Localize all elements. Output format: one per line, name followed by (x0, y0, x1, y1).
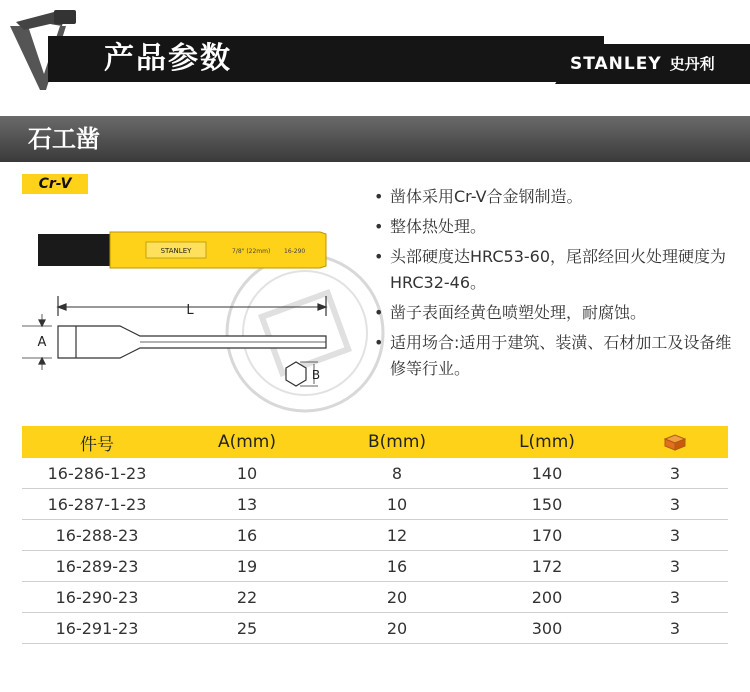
cell-b: 20 (322, 613, 472, 644)
cell-pack: 3 (622, 551, 728, 582)
chisel-imprint-number: 16-290 (284, 248, 306, 255)
cell-l: 172 (472, 551, 622, 582)
cell-l: 150 (472, 489, 622, 520)
column-header-b: B(mm) (322, 426, 472, 458)
feature-item: • 凿子表面经黄色喷塑处理，耐腐蚀。 (372, 300, 738, 326)
cell-l: 300 (472, 613, 622, 644)
section-band (0, 116, 750, 162)
material-badge: Cr-V (22, 174, 88, 194)
cell-a: 10 (172, 458, 322, 489)
table-row (22, 551, 728, 582)
cell-b: 12 (322, 520, 472, 551)
page-title: 产品参数 (104, 41, 232, 76)
feature-item: • 头部硬度达HRC53-60，尾部经回火处理硬度为HRC32-46。 (372, 244, 738, 296)
cell-a: 25 (172, 613, 322, 644)
cell-a: 13 (172, 489, 322, 520)
feature-list (372, 184, 738, 386)
cell-l: 140 (472, 458, 622, 489)
brand-name-cn: 史丹利 (669, 55, 715, 73)
table-row (22, 582, 728, 613)
feature-item: • 凿体采用Cr-V合金钢制造。 (372, 184, 738, 210)
cell-part-number: 16-286-1-23 (22, 458, 172, 489)
chisel-photo (38, 232, 326, 268)
cell-part-number: 16-289-23 (22, 551, 172, 582)
cell-b: 16 (322, 551, 472, 582)
table-header-row (22, 426, 728, 458)
dimension-label-a: A (37, 335, 47, 350)
dimension-label-b: B (311, 368, 321, 382)
chisel-imprint-brand: STANLEY (160, 247, 192, 255)
chisel-imprint-size: 7/8" (22mm) (232, 248, 271, 255)
cell-b: 10 (322, 489, 472, 520)
column-header-part-number: 件号 (22, 426, 172, 458)
brand-logo (570, 44, 715, 84)
table-row (22, 520, 728, 551)
cell-part-number: 16-287-1-23 (22, 489, 172, 520)
cell-l: 170 (472, 520, 622, 551)
top-header (0, 0, 750, 92)
cell-b: 20 (322, 582, 472, 613)
cell-a: 19 (172, 551, 322, 582)
cell-part-number: 16-291-23 (22, 613, 172, 644)
chisel-line-drawing (22, 296, 326, 386)
column-header-pack (622, 426, 728, 458)
table-row (22, 613, 728, 644)
dimension-label-l: L (186, 303, 194, 318)
cell-l: 200 (472, 582, 622, 613)
column-header-l: L(mm) (472, 426, 622, 458)
cell-part-number: 16-290-23 (22, 582, 172, 613)
cell-pack: 3 (622, 520, 728, 551)
cell-pack: 3 (622, 489, 728, 520)
cell-part-number: 16-288-23 (22, 520, 172, 551)
spec-table (22, 426, 728, 644)
cell-pack: 3 (622, 613, 728, 644)
cell-a: 16 (172, 520, 322, 551)
cell-pack: 3 (622, 458, 728, 489)
product-drawing (0, 196, 380, 416)
cell-b: 8 (322, 458, 472, 489)
table-row (22, 489, 728, 520)
feature-item: • 整体热处理。 (372, 214, 738, 240)
table-row (22, 458, 728, 489)
feature-item: • 适用场合:适用于建筑、装潢、石材加工及设备维修等行业。 (372, 330, 738, 382)
column-header-a: A(mm) (172, 426, 322, 458)
brand-name: STANLEY (570, 54, 662, 74)
package-box-icon (663, 433, 687, 451)
cell-pack: 3 (622, 582, 728, 613)
section-title: 石工凿 (28, 125, 100, 153)
cell-a: 22 (172, 582, 322, 613)
